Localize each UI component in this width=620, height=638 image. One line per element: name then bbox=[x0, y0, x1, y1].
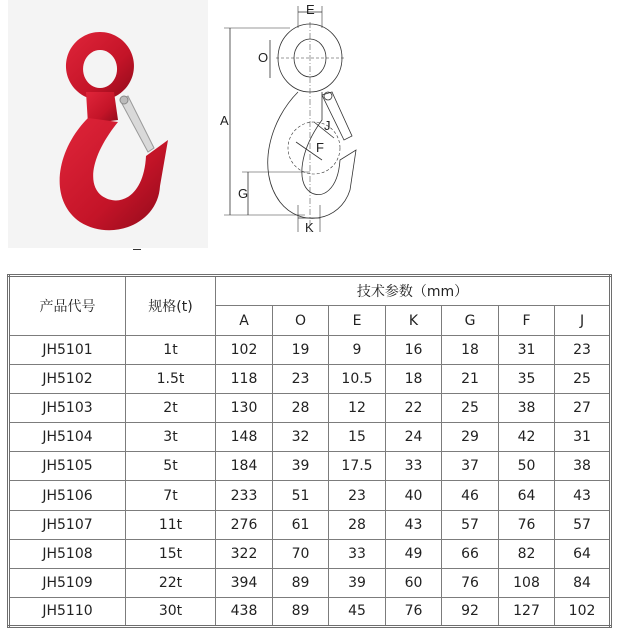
cell-spec: 30t bbox=[126, 597, 216, 626]
cell-j: 23 bbox=[555, 336, 611, 365]
cell-e: 12 bbox=[329, 394, 386, 423]
cell-o: 51 bbox=[273, 481, 329, 510]
cell-k: 18 bbox=[386, 365, 442, 394]
hook-photo bbox=[8, 0, 208, 248]
table-row bbox=[9, 597, 611, 626]
dim-label-f: F bbox=[316, 140, 324, 155]
table-row bbox=[9, 394, 611, 423]
cell-f: 108 bbox=[499, 568, 555, 597]
cell-product-code: JH5102 bbox=[9, 365, 126, 394]
cell-spec: 11t bbox=[126, 510, 216, 539]
cell-f: 76 bbox=[499, 510, 555, 539]
cell-j: 64 bbox=[555, 539, 611, 568]
dim-label-k: K bbox=[305, 220, 314, 235]
cell-a: 184 bbox=[216, 452, 273, 481]
cell-a: 233 bbox=[216, 481, 273, 510]
cell-j: 84 bbox=[555, 568, 611, 597]
cell-a: 118 bbox=[216, 365, 273, 394]
header-product-code: 产品代号 bbox=[9, 276, 126, 336]
cell-spec: 7t bbox=[126, 481, 216, 510]
cell-spec: 22t bbox=[126, 568, 216, 597]
cell-spec: 5t bbox=[126, 452, 216, 481]
cell-product-code: JH5103 bbox=[9, 394, 126, 423]
cell-o: 23 bbox=[273, 365, 329, 394]
table-row bbox=[9, 568, 611, 597]
cell-a: 102 bbox=[216, 336, 273, 365]
cell-o: 89 bbox=[273, 597, 329, 626]
cell-e: 17.5 bbox=[329, 452, 386, 481]
cell-j: 38 bbox=[555, 452, 611, 481]
table-row bbox=[9, 539, 611, 568]
table-row bbox=[9, 423, 611, 452]
column-header-a: A bbox=[216, 306, 273, 336]
table-body bbox=[9, 336, 611, 627]
cell-g: 25 bbox=[442, 394, 499, 423]
cell-g: 92 bbox=[442, 597, 499, 626]
column-header-k: K bbox=[386, 306, 442, 336]
cell-a: 276 bbox=[216, 510, 273, 539]
red-eye-hook-image bbox=[8, 0, 208, 248]
cell-product-code: JH5107 bbox=[9, 510, 126, 539]
cell-product-code: JH5106 bbox=[9, 481, 126, 510]
dim-label-e: E bbox=[306, 2, 315, 17]
cell-k: 24 bbox=[386, 423, 442, 452]
dim-label-j: J bbox=[324, 118, 331, 133]
product-figure-area bbox=[0, 0, 620, 262]
cell-f: 38 bbox=[499, 394, 555, 423]
cell-spec: 15t bbox=[126, 539, 216, 568]
hook-dimension-drawing bbox=[210, 0, 380, 240]
cell-e: 33 bbox=[329, 539, 386, 568]
cell-g: 18 bbox=[442, 336, 499, 365]
header-tech-params: 技术参数（mm） bbox=[216, 276, 611, 306]
cell-g: 37 bbox=[442, 452, 499, 481]
cell-f: 50 bbox=[499, 452, 555, 481]
cell-g: 57 bbox=[442, 510, 499, 539]
cell-spec: 2t bbox=[126, 394, 216, 423]
dim-label-o: O bbox=[258, 50, 269, 65]
cell-o: 32 bbox=[273, 423, 329, 452]
cell-product-code: JH5108 bbox=[9, 539, 126, 568]
dim-label-a: A bbox=[220, 113, 229, 128]
cell-k: 33 bbox=[386, 452, 442, 481]
cell-a: 130 bbox=[216, 394, 273, 423]
cell-k: 43 bbox=[386, 510, 442, 539]
cell-k: 60 bbox=[386, 568, 442, 597]
cell-f: 64 bbox=[499, 481, 555, 510]
cell-k: 49 bbox=[386, 539, 442, 568]
hook-spec-table bbox=[7, 274, 612, 628]
cell-g: 29 bbox=[442, 423, 499, 452]
cell-o: 70 bbox=[273, 539, 329, 568]
cell-j: 25 bbox=[555, 365, 611, 394]
table-row bbox=[9, 481, 611, 510]
cell-product-code: JH5105 bbox=[9, 452, 126, 481]
cell-k: 76 bbox=[386, 597, 442, 626]
cell-j: 31 bbox=[555, 423, 611, 452]
table-row bbox=[9, 336, 611, 365]
cell-o: 19 bbox=[273, 336, 329, 365]
dim-label-g: G bbox=[238, 186, 249, 201]
header-spec: 规格(t) bbox=[126, 276, 216, 336]
cell-a: 322 bbox=[216, 539, 273, 568]
cell-j: 57 bbox=[555, 510, 611, 539]
column-header-j: J bbox=[555, 306, 611, 336]
cell-f: 42 bbox=[499, 423, 555, 452]
cell-g: 21 bbox=[442, 365, 499, 394]
cell-e: 28 bbox=[329, 510, 386, 539]
table-row bbox=[9, 452, 611, 481]
cell-spec: 1.5t bbox=[126, 365, 216, 394]
cell-j: 43 bbox=[555, 481, 611, 510]
cell-g: 76 bbox=[442, 568, 499, 597]
cell-k: 22 bbox=[386, 394, 442, 423]
cell-a: 438 bbox=[216, 597, 273, 626]
cell-e: 39 bbox=[329, 568, 386, 597]
cell-f: 82 bbox=[499, 539, 555, 568]
cell-product-code: JH5101 bbox=[9, 336, 126, 365]
cell-g: 46 bbox=[442, 481, 499, 510]
cell-spec: 3t bbox=[126, 423, 216, 452]
cell-k: 40 bbox=[386, 481, 442, 510]
cell-f: 31 bbox=[499, 336, 555, 365]
table-row bbox=[9, 510, 611, 539]
cell-spec: 1t bbox=[126, 336, 216, 365]
cell-e: 23 bbox=[329, 481, 386, 510]
column-header-o: O bbox=[273, 306, 329, 336]
cell-e: 45 bbox=[329, 597, 386, 626]
column-header-g: G bbox=[442, 306, 499, 336]
cell-o: 39 bbox=[273, 452, 329, 481]
cell-product-code: JH5104 bbox=[9, 423, 126, 452]
table-row bbox=[9, 365, 611, 394]
cell-o: 89 bbox=[273, 568, 329, 597]
cell-f: 35 bbox=[499, 365, 555, 394]
cell-k: 16 bbox=[386, 336, 442, 365]
cell-product-code: JH5110 bbox=[9, 597, 126, 626]
cell-e: 10.5 bbox=[329, 365, 386, 394]
cell-e: 9 bbox=[329, 336, 386, 365]
column-header-f: F bbox=[499, 306, 555, 336]
cell-f: 127 bbox=[499, 597, 555, 626]
cell-product-code: JH5109 bbox=[9, 568, 126, 597]
cell-o: 61 bbox=[273, 510, 329, 539]
cell-o: 28 bbox=[273, 394, 329, 423]
cell-a: 394 bbox=[216, 568, 273, 597]
cell-e: 15 bbox=[329, 423, 386, 452]
cell-j: 102 bbox=[555, 597, 611, 626]
column-header-e: E bbox=[329, 306, 386, 336]
cell-j: 27 bbox=[555, 394, 611, 423]
cell-a: 148 bbox=[216, 423, 273, 452]
cell-g: 66 bbox=[442, 539, 499, 568]
separator-dash bbox=[133, 249, 141, 250]
